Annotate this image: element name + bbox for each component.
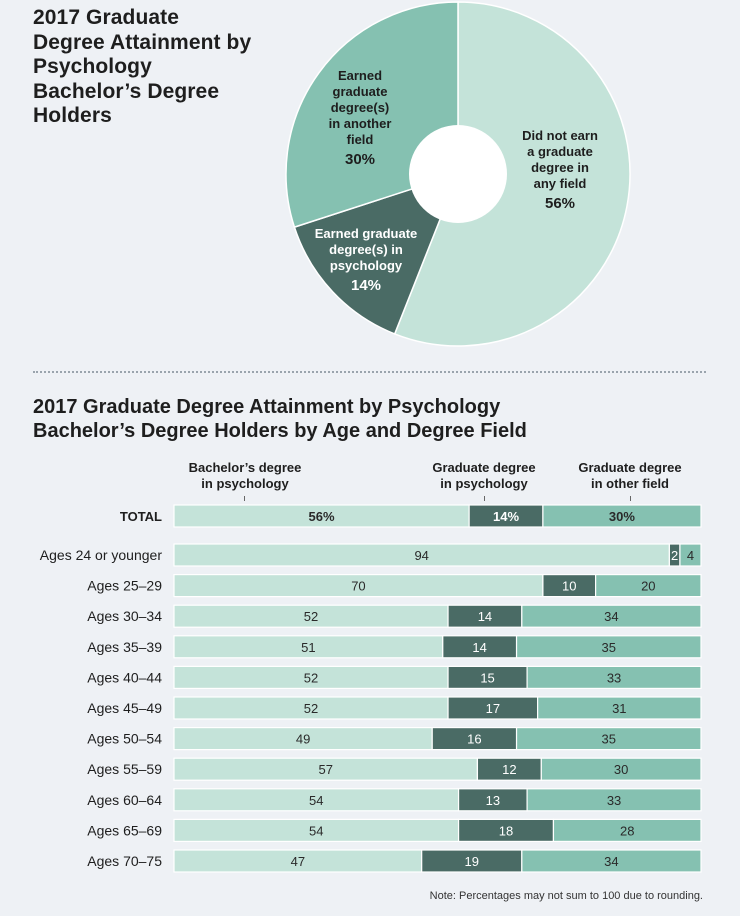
bar-value-label: 52 (303, 670, 319, 686)
bar-value-label: 31 (612, 701, 627, 716)
row-label: Ages 40–44 (87, 669, 162, 686)
pie-label-line: a graduate (527, 144, 593, 159)
bar-value-label: 49 (295, 731, 311, 747)
bar-value-label: 35 (601, 731, 617, 747)
bar-value-label: 12 (502, 762, 517, 778)
bar-value-label: 94 (414, 548, 429, 563)
pie-label-line: field (346, 132, 374, 147)
row-label: Ages 70–75 (87, 853, 162, 869)
row-label: Ages 25–29 (87, 577, 162, 594)
bar-value-label: 14 (477, 609, 493, 625)
column-header-grad-other-line1: Graduate degree (578, 460, 682, 475)
bar-value-label: 47 (290, 854, 306, 869)
pie-label-line: in another (328, 116, 392, 131)
bar-value-label: 34 (604, 854, 619, 869)
bar-value-label: 30 (613, 762, 629, 778)
row-label: Ages 50–54 (87, 730, 162, 747)
bar-chart-title-line1: 2017 Graduate Degree Attainment by Psychology (33, 396, 501, 418)
bar-value-label: 18 (498, 823, 514, 839)
bar-value-label: 54 (309, 823, 324, 839)
bar-value-label: 19 (464, 854, 479, 869)
bar-value-label: 51 (301, 639, 316, 655)
bar-value-label: 2 (671, 548, 679, 563)
row-label: Ages 35–39 (87, 638, 162, 655)
bar-value-label: 20 (641, 578, 656, 594)
bar-value-label: 57 (318, 762, 333, 778)
column-header-grad-psychology-line2: in psychology (440, 476, 528, 491)
bar-value-label: 70 (351, 578, 366, 594)
bar-value-label: 28 (619, 823, 635, 839)
column-header-bachelor-line2: in psychology (201, 476, 289, 491)
bar-value-label: 14 (472, 639, 487, 655)
bar-value-label: 4 (686, 548, 695, 563)
pie-label-line: psychology (329, 258, 403, 273)
column-header-bachelor-line1: Bachelor’s degree (188, 460, 302, 475)
bar-value-label: 56% (308, 509, 335, 524)
row-label: Ages 55–59 (87, 761, 162, 778)
bar-value-label: 17 (485, 701, 501, 716)
pie-label-line: Earned graduate (314, 226, 418, 241)
row-label: Ages 60–64 (87, 791, 162, 808)
pie-label-line: degree(s) (330, 100, 390, 115)
bar-value-label: 10 (562, 578, 577, 594)
bar-value-label: 34 (604, 609, 619, 625)
row-label: Ages 24 or younger (39, 547, 162, 563)
bar-value-label: 16 (467, 731, 482, 747)
bar-value-label: 13 (485, 792, 501, 808)
row-label: Ages 65–69 (87, 822, 162, 839)
footnote: Note: Percentages may not sum to 100 due to rounding. (429, 890, 703, 902)
pie-label-percent: 14% (350, 277, 382, 294)
pie-chart-title: 2017 Graduate Degree Attainment by Psychology Bachelor’s Degree Holders (33, 6, 252, 127)
bar-value-label: 30% (608, 509, 635, 524)
column-header-grad-psychology-line1: Graduate degree (432, 460, 536, 475)
column-header-grad-other-line2: in other field (591, 476, 669, 491)
bar-value-label: 33 (606, 792, 622, 808)
pie-label-percent: 30% (344, 151, 376, 168)
pie-label-line: Earned (337, 68, 383, 83)
bar-value-label: 54 (309, 792, 324, 808)
bar-value-label: 35 (601, 639, 617, 655)
pie-label-line: degree in (531, 160, 589, 175)
pie-label-line: any field (533, 176, 587, 191)
bar-value-label: 14% (492, 509, 520, 524)
pie-label-line: Did not earn (522, 128, 598, 143)
row-label: TOTAL (119, 509, 162, 524)
pie-label-line: degree(s) in (329, 242, 403, 257)
bar-value-label: 15 (480, 670, 495, 686)
pie-label-percent: 56% (544, 195, 576, 212)
bar-value-label: 52 (303, 701, 319, 716)
bar-chart-title-line2: Bachelor’s Degree Holders by Age and Degree Field (33, 420, 527, 442)
pie-label-line: graduate (332, 84, 388, 99)
row-label: Ages 30–34 (87, 608, 162, 625)
bar-value-label: 52 (303, 609, 319, 625)
bar-value-label: 33 (606, 670, 622, 686)
row-label: Ages 45–49 (87, 700, 162, 716)
